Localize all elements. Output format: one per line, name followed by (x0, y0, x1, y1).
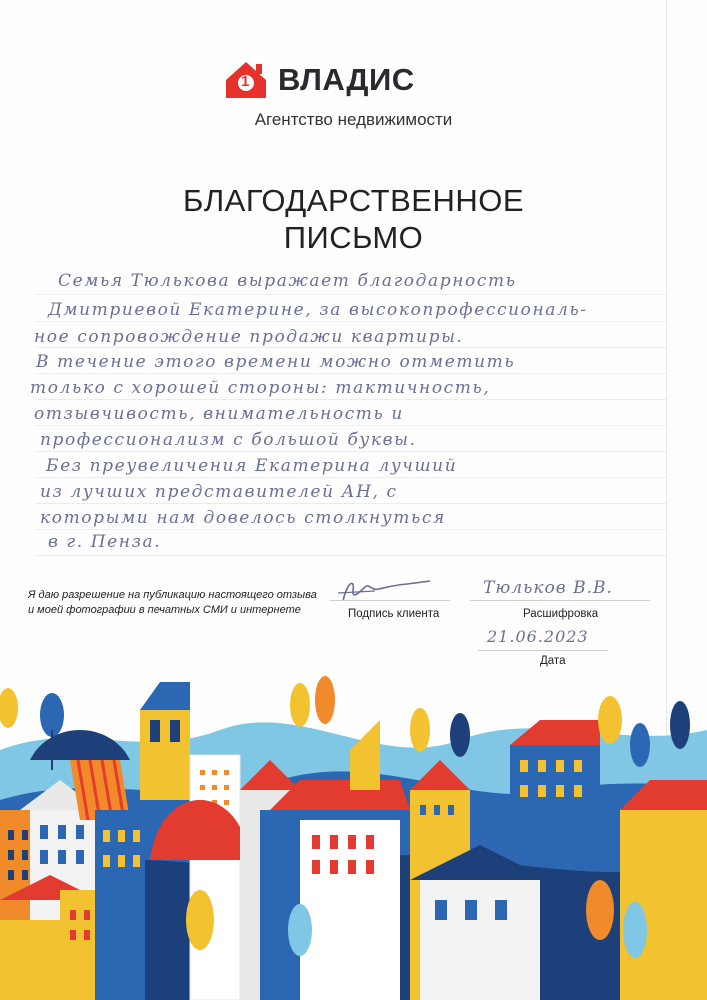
date-handwritten: 21.06.2023 (487, 627, 589, 646)
decode-handwritten: Тюльков В.В. (483, 578, 613, 598)
consent-line: и моей фотографии в печатных СМИ и интернете (28, 604, 301, 616)
handwritten-line: ное сопровождение продажи квартиры. (34, 327, 464, 347)
handwritten-line: Семья Тюлькова выражает благодарность (58, 271, 517, 291)
handwritten-line: Без преувеличения Екатерина лучший (46, 456, 458, 476)
handwritten-line: Дмитриевой Екатерине, за высокопрофессиональ- (48, 300, 588, 320)
brand-name: ВЛАДИС (278, 62, 415, 97)
city-illustration (0, 660, 707, 1000)
handwritten-line: профессионализм с большой буквы. (40, 430, 417, 450)
logo-digit: 1 (241, 73, 250, 90)
agency-subtitle: Агентство недвижимости (254, 110, 453, 129)
publication-consent (28, 588, 328, 618)
letter-title-line1: БЛАГОДАРСТВЕННОЕ (182, 183, 525, 218)
decode-label: Расшифровка (523, 608, 599, 620)
handwritten-line: отзывчивость, внимательность и (34, 404, 404, 424)
handwritten-line: только с хорошей стороны: тактичность, (30, 378, 491, 398)
brand-logo (222, 58, 482, 104)
client-signature (335, 573, 435, 607)
signature-label: Подпись клиента (348, 608, 440, 620)
date-label: Дата (540, 655, 566, 667)
handwritten-line: В течение этого времени можно отметить (36, 352, 516, 372)
letter-title-line2: ПИСЬМО (283, 220, 424, 255)
decode-line (470, 600, 650, 601)
consent-line: Я даю разрешение на публикацию настоящего отзыва (28, 589, 317, 601)
handwritten-line: из лучших представителей АН, с (40, 482, 398, 502)
handwritten-line: которыми нам довелось столкнуться (40, 508, 446, 528)
date-line (478, 650, 608, 651)
signature-line (330, 600, 450, 601)
handwritten-line: в г. Пенза. (48, 532, 162, 552)
